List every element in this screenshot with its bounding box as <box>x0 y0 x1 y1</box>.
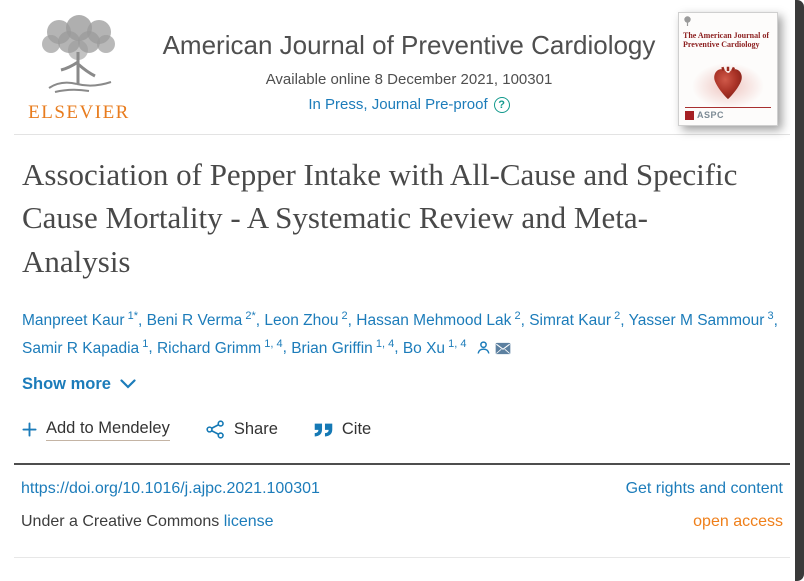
license-row <box>21 513 783 531</box>
header-center <box>140 12 678 114</box>
plus-icon <box>22 422 37 437</box>
show-more-button[interactable]: Show more <box>22 375 136 394</box>
open-access-link[interactable]: open access <box>693 512 783 530</box>
corresponding-author-email-icon[interactable] <box>495 342 511 355</box>
header-divider <box>14 134 790 135</box>
author-link[interactable]: Bo Xu $^{1, 4}$ <box>402 337 467 357</box>
author-link[interactable]: Samir R Kapadia $^1$ <box>22 337 149 357</box>
author-link[interactable]: Beni R Verma $^{2*}$ <box>146 310 256 330</box>
author-link[interactable]: Brian Griffin $^{1, 4}$ <box>291 337 395 357</box>
cover-tree-icon <box>683 16 692 29</box>
cover-rule <box>685 107 771 108</box>
window-frame-edge <box>795 0 804 581</box>
author-list: Manpreet Kaur $^{1*}$, Beni R Verma $^{2*}$, Leon Zhou $^2$, Hassan Mehmood Lak $^2$, Simrat Kaur $^2$, Yasser M Sammour $^3$, Samir R Kapadia $^1$, Richard Grimm $^{1, 4}$, Brian Griffin $^{1, 4}$, Bo Xu $^{1, 4}$ <box>22 310 778 357</box>
elsevier-tree-icon <box>18 14 140 100</box>
author-line <box>22 307 784 362</box>
share-button[interactable]: Share <box>206 420 278 439</box>
cover-heart-image <box>692 63 764 109</box>
cover-volume-text <box>772 16 773 20</box>
author-link[interactable]: Hassan Mehmood Lak $^2$ <box>356 310 521 330</box>
cite-quote-icon <box>314 422 333 437</box>
in-press-link[interactable]: In Press, Journal Pre-proof ? <box>308 96 509 113</box>
cover-journal-title: The American Journal of Preventive Cardiology <box>683 31 769 50</box>
author-link[interactable]: Manpreet Kaur $^{1*}$ <box>22 310 138 330</box>
license-link[interactable]: license <box>223 512 274 530</box>
header <box>0 0 804 126</box>
author-link[interactable]: Simrat Kaur $^2$ <box>529 310 621 330</box>
elsevier-logo[interactable] <box>18 12 140 124</box>
add-to-mendeley-button[interactable]: Add to Mendeley <box>22 419 170 441</box>
author-link[interactable]: Richard Grimm $^{1, 4}$ <box>156 337 283 357</box>
cite-button[interactable]: Cite <box>314 420 371 439</box>
available-online-text: Available online 8 December 2021, 100301 <box>265 71 553 88</box>
author-profile-icon[interactable] <box>476 340 491 355</box>
license-text: Under a Creative Commons license <box>21 512 274 530</box>
aspc-square-icon <box>685 111 694 120</box>
question-circle-icon[interactable]: ? <box>494 97 510 113</box>
get-rights-link[interactable]: Get rights and content <box>625 479 783 497</box>
aspc-logo: ASPC <box>685 110 771 120</box>
article-title: Association of Pepper Intake with All-Cause and Specific Cause Mortality - A Systematic Review and Meta-Analysis <box>22 157 738 279</box>
action-bar <box>22 419 804 441</box>
share-nodes-icon <box>206 420 225 439</box>
doi-row <box>21 480 783 498</box>
author-link[interactable]: Yasser M Sammour $^3$ <box>628 310 774 330</box>
doi-link[interactable]: https://doi.org/10.1016/j.ajpc.2021.100301 <box>21 479 320 497</box>
footer-divider <box>14 463 790 465</box>
elsevier-wordmark: ELSEVIER <box>28 102 130 123</box>
journal-cover-thumbnail[interactable] <box>678 12 778 126</box>
chevron-down-icon <box>120 379 136 389</box>
journal-title-link[interactable]: American Journal of Preventive Cardiology <box>162 30 656 60</box>
bottom-divider <box>14 557 790 558</box>
author-link[interactable]: Leon Zhou $^2$ <box>264 310 348 330</box>
